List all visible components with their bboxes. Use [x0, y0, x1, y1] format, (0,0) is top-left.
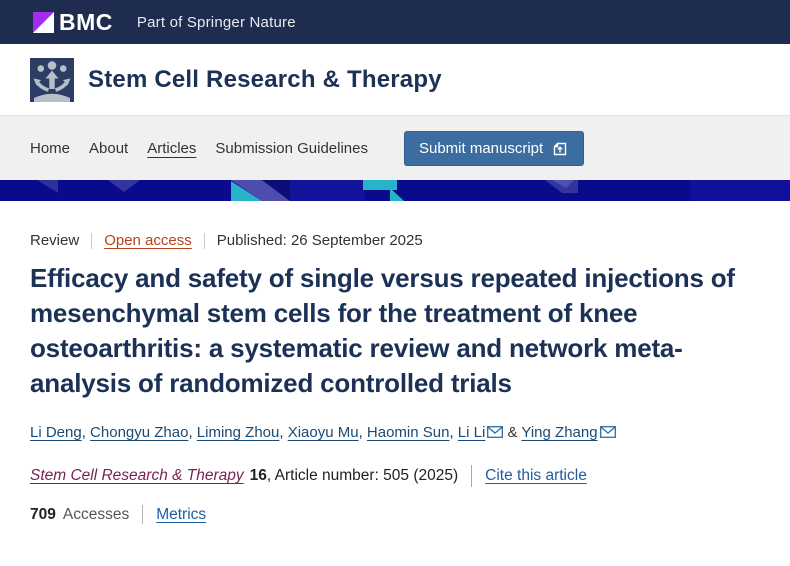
- meta-separator: [91, 233, 92, 249]
- springer-tagline: Part of Springer Nature: [136, 13, 296, 31]
- author-item: [367, 424, 458, 441]
- author-link[interactable]: Li Deng: [30, 424, 82, 441]
- published-date: Published: 26 September 2025: [216, 232, 423, 249]
- citation-separator: [471, 465, 472, 487]
- journal-title: Stem Cell Research & Therapy: [88, 65, 442, 93]
- author-item: [521, 424, 615, 441]
- author-item: [458, 424, 522, 441]
- submit-manuscript-button[interactable]: [404, 131, 584, 166]
- journal-logo-icon[interactable]: [30, 58, 74, 102]
- author-item: [90, 424, 197, 441]
- author-separator: &: [503, 424, 522, 441]
- bmc-logo-text: BMC: [59, 8, 113, 35]
- author-link[interactable]: Ying Zhang: [521, 424, 598, 441]
- journal-header: [0, 44, 790, 115]
- author-separator: ,: [279, 424, 288, 441]
- author-link[interactable]: Xiaoyu Mu: [287, 424, 359, 441]
- article-meta-row: [30, 232, 760, 249]
- banner-pattern: [0, 180, 790, 201]
- author-separator: ,: [188, 424, 197, 441]
- article-type: Review: [30, 232, 80, 249]
- accesses-label: Accesses: [62, 505, 130, 523]
- metrics-link[interactable]: Metrics: [156, 505, 207, 523]
- accesses-count: 709: [30, 505, 56, 523]
- article-number: , Article number: 505 (2025): [266, 467, 459, 484]
- authors-row: [30, 422, 760, 445]
- volume-number: 16: [249, 467, 267, 484]
- author-link[interactable]: Haomin Sun: [366, 424, 450, 441]
- cite-this-article-link[interactable]: Cite this article: [485, 467, 587, 484]
- open-access-link[interactable]: Open access: [104, 232, 192, 249]
- bmc-square-icon: [33, 12, 54, 33]
- author-separator: ,: [358, 424, 367, 441]
- springer-topbar: [0, 0, 790, 44]
- nav-item-about[interactable]: About: [89, 139, 129, 157]
- author-separator: ,: [81, 424, 91, 441]
- author-link[interactable]: Liming Zhou: [196, 424, 280, 441]
- metrics-separator: [142, 505, 143, 524]
- article-header: [0, 232, 790, 524]
- author-item: [30, 424, 90, 441]
- citation-row: [30, 465, 760, 487]
- author-item: [197, 424, 288, 441]
- nav-item-home[interactable]: Home: [30, 139, 71, 157]
- author-link[interactable]: Chongyu Zhao: [90, 424, 189, 441]
- author-link[interactable]: Li Li: [457, 424, 486, 441]
- email-icon[interactable]: [487, 425, 503, 442]
- bmc-logo[interactable]: [33, 9, 113, 36]
- meta-separator: [204, 233, 205, 249]
- submit-manuscript-label: Submit manuscript: [418, 139, 544, 157]
- email-icon[interactable]: [600, 425, 616, 442]
- metrics-row: [30, 505, 760, 524]
- main-nav: [0, 115, 790, 180]
- nav-item-submission-guidelines[interactable]: Submission Guidelines: [215, 139, 368, 157]
- article-title: Efficacy and safety of single versus repeated injections of mesenchymal stem cells for the treatment of knee osteoarthritis: a systematic review and network meta-analysis of randomized controlled trials: [30, 263, 735, 398]
- submit-document-arrow-icon: [552, 140, 569, 157]
- author-separator: ,: [449, 424, 458, 441]
- nav-item-articles[interactable]: Articles: [147, 139, 197, 157]
- author-item: [288, 424, 367, 441]
- journal-citation-link[interactable]: Stem Cell Research & Therapy: [30, 467, 244, 484]
